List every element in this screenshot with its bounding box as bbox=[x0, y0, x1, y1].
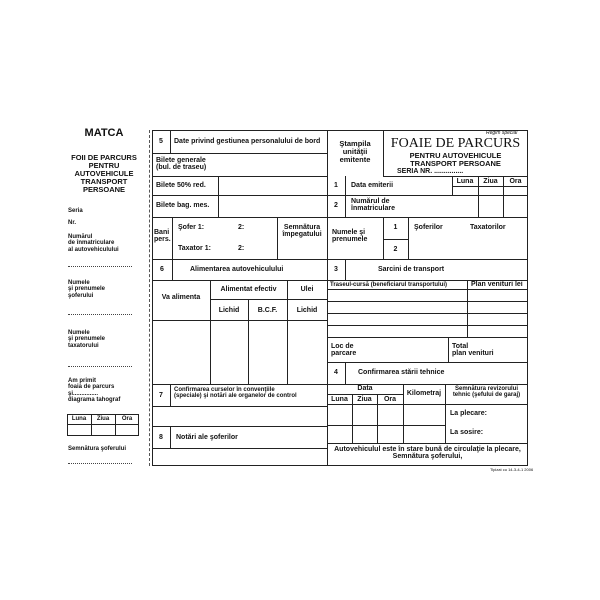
line bbox=[172, 259, 173, 280]
alimentat-efectiv-label: Alimentat efectiv bbox=[220, 286, 277, 293]
section-5-title: Date privind gestiunea personalului de bord bbox=[174, 138, 321, 145]
section-7-title bbox=[174, 387, 297, 400]
section-2-number: 2 bbox=[334, 202, 338, 209]
stub-nr-label: Nr. bbox=[68, 220, 77, 226]
tipizat-code: Tipizat cu 14-3-4-1 2006 bbox=[490, 467, 534, 472]
stub-sofer-line: şi prenumele bbox=[68, 286, 106, 293]
footer-statement bbox=[327, 446, 528, 461]
line bbox=[152, 153, 327, 154]
line bbox=[383, 239, 408, 240]
stub-taxator-line: taxatorului bbox=[68, 342, 99, 349]
stub-reg-label bbox=[68, 234, 119, 253]
stub-sofer-line: şoferului bbox=[68, 292, 94, 299]
taxator2-label: 2: bbox=[238, 245, 245, 252]
stub-reg-line: al autovehiculului bbox=[68, 246, 119, 253]
total-plan-line: plan venituri bbox=[452, 350, 494, 358]
taxator1-label: Taxator 1: bbox=[178, 245, 211, 252]
bilete-generale-label bbox=[156, 157, 206, 172]
section-3-number: 3 bbox=[334, 266, 338, 273]
bani-pers-line: Bani bbox=[154, 229, 170, 236]
stub-reg-line: Numărul bbox=[68, 234, 93, 240]
line bbox=[170, 130, 171, 153]
stub-taxator-line: Numele bbox=[68, 330, 90, 336]
bcf-label: B.C.F. bbox=[257, 307, 278, 314]
line bbox=[327, 195, 528, 196]
la-sosire-label: La sosire: bbox=[450, 429, 484, 436]
stub-sofer-line: Numele bbox=[68, 280, 90, 286]
line bbox=[152, 320, 327, 321]
line bbox=[327, 362, 528, 363]
date-col-ziua-2: Ziua bbox=[357, 396, 372, 403]
perforation-line bbox=[149, 130, 150, 466]
footer-line: Semnătura şoferului, bbox=[392, 453, 463, 461]
bilete-50-label: Bilete 50% red. bbox=[156, 182, 206, 189]
line bbox=[345, 259, 346, 280]
soferilor-label: Şoferilor bbox=[414, 224, 443, 231]
footer-line: Autovehiculul este în stare bună de circulaţie la plecare, bbox=[334, 446, 521, 453]
stub-date-divider bbox=[67, 424, 139, 425]
numele-prenumele-label bbox=[332, 229, 367, 244]
stub-date-col: Ziua bbox=[96, 416, 110, 422]
kilometraj-label: Kilometraj bbox=[406, 390, 442, 397]
seria-nr-label: SERIA NR. ............... bbox=[397, 168, 464, 175]
stub-taxator-field[interactable] bbox=[68, 366, 132, 367]
sofer2-label: 2: bbox=[238, 224, 245, 231]
section-8-title: Notări ale şoferilor bbox=[176, 434, 238, 441]
date-col-ora: Ora bbox=[509, 178, 522, 185]
nr-inmatriculare-label bbox=[351, 198, 395, 213]
line bbox=[345, 362, 346, 384]
stub-primit-line: Am primit bbox=[68, 378, 97, 384]
nr-inmatriculare-line: înmatriculare bbox=[351, 205, 395, 213]
stampila-label bbox=[327, 140, 383, 164]
bilete-bag-label: Bilete bag. mes. bbox=[156, 202, 210, 209]
line bbox=[327, 325, 528, 326]
section-6-number: 6 bbox=[160, 266, 164, 273]
column-divider bbox=[327, 130, 328, 466]
total-plan-line: Total bbox=[452, 343, 469, 350]
taxatorilor-label: Taxatorilor bbox=[470, 224, 506, 231]
numele-prenumele-line: Numele şi bbox=[332, 229, 366, 236]
ulei-label: Ulei bbox=[300, 286, 314, 293]
section-7-title-line: Confirmarea curselor în convenţiile bbox=[174, 387, 275, 393]
stampila-line: Ştampila bbox=[339, 139, 371, 148]
stub-title: MATCA bbox=[84, 127, 124, 139]
line bbox=[152, 448, 327, 449]
stub-primit-line: şi............... bbox=[68, 390, 99, 397]
semnatura-revizor-line: tehnic (şefului de garaj) bbox=[452, 392, 521, 399]
line bbox=[152, 176, 327, 177]
date-col-ziua: Ziua bbox=[483, 178, 498, 185]
stub-semnatura-field[interactable] bbox=[68, 463, 132, 464]
nr-inmatriculare-line: Numărul de bbox=[351, 198, 390, 205]
date-col-luna-2: Luna bbox=[331, 396, 348, 403]
section-5-number: 5 bbox=[159, 138, 163, 145]
line bbox=[327, 259, 528, 260]
line bbox=[152, 217, 327, 218]
stub-subtitle-line: PERSOANE bbox=[82, 184, 126, 194]
semnatura-impegat-label bbox=[277, 224, 327, 239]
line bbox=[327, 289, 528, 290]
stub-primit-line: foaia de parcurs bbox=[68, 384, 115, 391]
stub-reg-line: de înmatriculare bbox=[68, 240, 115, 247]
total-plan-label bbox=[452, 343, 494, 358]
lichid2-label: Lichid bbox=[296, 307, 318, 314]
line bbox=[218, 176, 219, 217]
stub-seria-label: Seria bbox=[68, 208, 83, 214]
line bbox=[152, 384, 327, 385]
line bbox=[327, 301, 528, 302]
line bbox=[327, 394, 403, 395]
line bbox=[287, 280, 288, 384]
stub-reg-field[interactable] bbox=[68, 266, 132, 267]
line bbox=[327, 217, 528, 218]
line bbox=[152, 280, 327, 281]
data-label: Data bbox=[357, 385, 373, 392]
stub-primit-line: diagrama tahograf bbox=[68, 396, 121, 403]
date-col-ora-2: Ora bbox=[383, 396, 397, 403]
line bbox=[210, 280, 211, 384]
va-alimenta-label: Va alimenta bbox=[161, 294, 201, 301]
section-4-title: Confirmarea stării tehnice bbox=[358, 369, 445, 376]
line bbox=[327, 337, 528, 338]
form-subtitle-2: TRANSPORT PERSOANE bbox=[410, 159, 501, 168]
line bbox=[210, 299, 327, 300]
semnatura-impegat-line: împegatului bbox=[282, 231, 322, 239]
stampila-line: unităţii bbox=[342, 146, 368, 156]
stub-sofer-label bbox=[68, 280, 105, 299]
line bbox=[327, 404, 528, 405]
line bbox=[467, 280, 468, 337]
section-7-title-line: (speciale) şi notări ale organelor de control bbox=[174, 393, 297, 400]
semnatura-revizor-label bbox=[445, 386, 528, 399]
line bbox=[452, 186, 528, 187]
la-plecare-label: La plecare: bbox=[450, 410, 487, 417]
stub-date-col: Luna bbox=[71, 416, 87, 422]
form-subtitle-1: PENTRU AUTOVEHICULE bbox=[409, 151, 502, 160]
line bbox=[172, 217, 173, 259]
stub-semnatura-label: Semnătura şoferului bbox=[68, 446, 127, 452]
bilete-generale-line: Bilete generale bbox=[156, 157, 206, 164]
bani-pers-label bbox=[154, 229, 171, 244]
section-6-title: Alimentarea autovehiculului bbox=[190, 266, 284, 273]
stampila-line: emitente bbox=[339, 154, 371, 164]
regim-special-label: Regim special bbox=[486, 130, 518, 136]
line bbox=[383, 176, 528, 177]
stub-subtitle-line: TRANSPORT bbox=[80, 176, 128, 186]
stub-date-col: Ora bbox=[121, 416, 133, 422]
line bbox=[327, 313, 528, 314]
line bbox=[152, 406, 327, 407]
semnatura-revizor-line: Semnătura revizorului bbox=[454, 386, 519, 392]
line bbox=[170, 384, 171, 406]
lichid-label: Lichid bbox=[218, 307, 240, 314]
line bbox=[408, 217, 409, 259]
loc-parcare-line: Loc de bbox=[331, 343, 354, 350]
numele-prenumele-line: prenumele bbox=[332, 236, 368, 244]
section-8-number: 8 bbox=[159, 434, 163, 441]
line bbox=[327, 425, 445, 426]
line bbox=[345, 176, 346, 217]
plan-venituri-label: Plan venituri lei bbox=[471, 281, 523, 288]
section-3-title: Sarcini de transport bbox=[378, 266, 445, 273]
form-title: FOAIE DE PARCURS bbox=[390, 136, 521, 151]
sofer1-label: Şofer 1: bbox=[178, 224, 205, 231]
loc-parcare-label bbox=[331, 343, 356, 358]
stub-subtitle-line: PENTRU bbox=[88, 160, 120, 170]
data-emiterii-label: Data emiterii bbox=[351, 182, 394, 189]
traseu-label: Traseul-cursă (beneficiarul transportului) bbox=[330, 282, 448, 288]
bani-pers-line: pers. bbox=[154, 236, 171, 244]
stub-subtitle-line: FOII DE PARCURS bbox=[71, 153, 137, 162]
line bbox=[170, 426, 171, 448]
stub-subtitle bbox=[60, 154, 148, 193]
semnatura-impegat-line: Semnătura bbox=[283, 224, 321, 231]
line bbox=[152, 259, 327, 260]
line bbox=[327, 443, 528, 444]
bilete-generale-line: (bul. de traseu) bbox=[156, 164, 207, 172]
stub-taxator-label bbox=[68, 330, 105, 349]
personal-row-1-number: 1 bbox=[393, 224, 398, 231]
section-4-number: 4 bbox=[334, 369, 338, 376]
date-col-luna: Luna bbox=[456, 178, 474, 185]
loc-parcare-line: parcare bbox=[331, 350, 357, 358]
personal-row-2-number: 2 bbox=[393, 246, 398, 253]
stub-subtitle-line: AUTOVEHICULE bbox=[74, 168, 134, 178]
line bbox=[448, 337, 449, 362]
stub-taxator-line: şi prenumele bbox=[68, 336, 106, 343]
stub-primit-label bbox=[68, 378, 120, 403]
section-7-number: 7 bbox=[159, 392, 163, 399]
section-1-number: 1 bbox=[334, 182, 338, 189]
line bbox=[152, 426, 327, 427]
line bbox=[152, 195, 327, 196]
stub-sofer-field[interactable] bbox=[68, 314, 132, 315]
